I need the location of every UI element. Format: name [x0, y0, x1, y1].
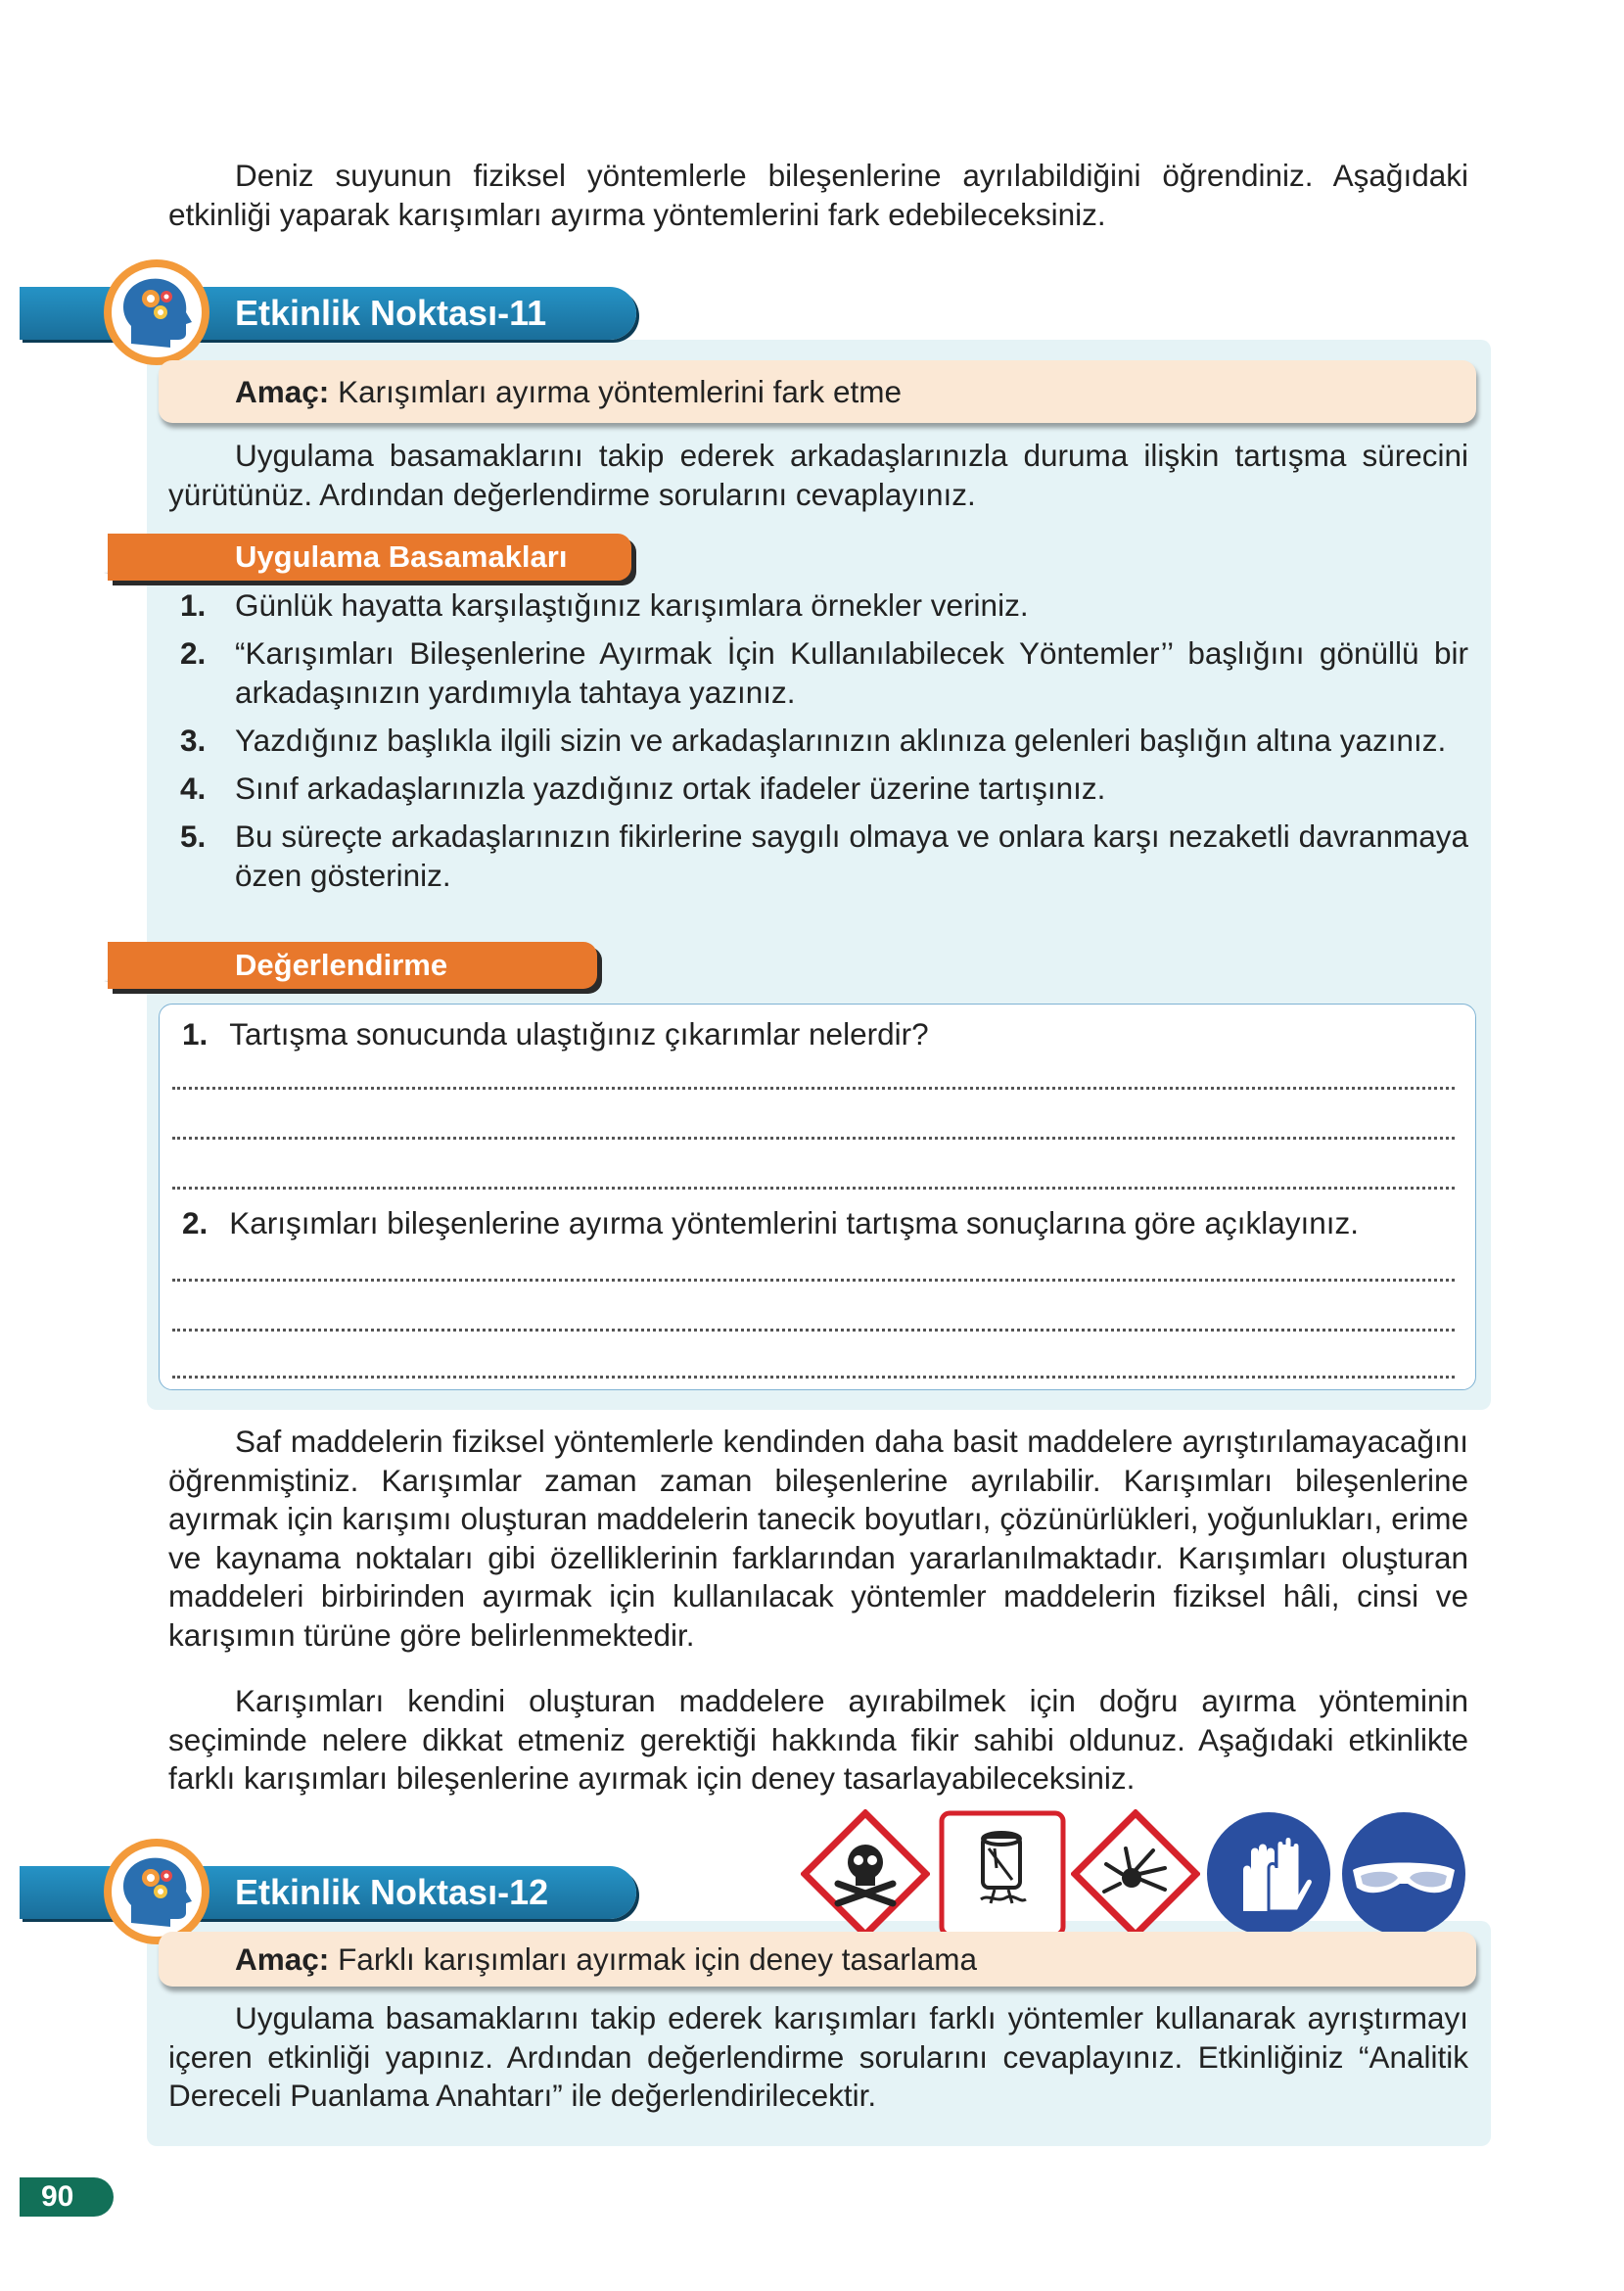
body-paragraph-1: Saf maddelerin fiziksel yöntemlerle kendinden daha basit maddelere ayrıştırılamayacağını öğrenmiştiniz. Karışımlar zaman zaman bileşenlerine ayrılabilir. Karışımları bileşenlerine ayırmak için karışımı oluşturan maddelerin tanecik boyutları, çözünürlükleri, yoğunlukları, erime ve kaynama noktaları gibi özelliklerinin farklarından yararlanılmaktadır. Karışımları oluşturan maddeleri birbirinden ayırmak için kullanılacak yöntemler maddelerin fiziksel hâli, cinsi ve karışımın türüne göre belirlenmektedir. [168, 1424, 1468, 1653]
answer-line[interactable] [172, 1137, 1455, 1140]
aim-text: Farklı karışımları ayırmak için deney tasarlama [338, 1941, 977, 1977]
answer-line[interactable] [172, 1187, 1455, 1190]
steps-list [168, 585, 1468, 904]
activity-12-title: Etkinlik Noktası-12 [235, 1872, 549, 1912]
activity-11-aim-box [159, 360, 1476, 423]
answer-line[interactable] [172, 1087, 1455, 1090]
steps-heading-ribbon [108, 534, 631, 581]
evaluation-question: 1. Tartışma sonucunda ulaştığınız çıkarımlar nelerdir? [182, 1016, 929, 1052]
activity-12-aim-box [159, 1932, 1476, 1987]
body-paragraph-2: Karışımları kendini oluşturan maddelere ayırabilmek için doğru ayırma yönteminin seçiminde nelere dikkat etmeniz gerektiği hakkında fikir sahibi oldunuz. Aşağıdaki etkinlikte farklı karışımları bileşenlerine ayırmak için deney tasarlayabileceksiniz. [168, 1683, 1468, 1796]
evaluation-box [159, 1004, 1476, 1390]
activity-11-instructions: Uygulama basamaklarını takip ederek arkadaşlarınızla duruma ilişkin tartışma sürecini yürütünüz. Ardından değerlendirme sorularını cevaplayınız. [168, 438, 1468, 512]
step-item: 2. “Karışımları Bileşenlerine Ayırmak İçin Kullanılabilecek Yöntemler’’ başlığını gönüllü bir arkadaşınızın yardımıyla tahtaya yazınız. [180, 635, 1468, 710]
activity-11-title: Etkinlik Noktası-11 [235, 293, 547, 333]
toxic-skull-icon [801, 1809, 930, 1939]
corrosive-icon [938, 1809, 1067, 1939]
explosive-icon [1071, 1809, 1200, 1939]
step-item: 4. Sınıf arkadaşlarınızla yazdığınız ortak ifadeler üzerine tartışınız. [180, 771, 1106, 806]
activity-12-instructions: Uygulama basamaklarını takip ederek karışımları farklı yöntemler kullanarak ayrıştırmayı içeren etkinliği yapınız. Ardından değerlendirme sorularını cevaplayınız. Etkinliğiniz “Analitik Dereceli Puanlama Anahtarı” ile değerlendirilecektir. [168, 2000, 1468, 2113]
aim-label: Amaç: [235, 1941, 330, 1977]
answer-line[interactable] [172, 1329, 1455, 1332]
head-gears-icon [102, 1837, 211, 1946]
evaluation-heading-ribbon [108, 942, 597, 989]
aim-label: Amaç: [235, 374, 330, 409]
intro-paragraph: Deniz suyunun fiziksel yöntemlerle bileşenlerine ayrılabildiğini öğrendiniz. Aşağıdaki etkinliği yaparak karışımları ayırma yöntemlerini fark edebileceksiniz. [168, 158, 1468, 232]
step-item: 1. Günlük hayatta karşılaştığınız karışımlara örnekler veriniz. [180, 587, 1029, 623]
head-gears-icon [102, 257, 211, 367]
evaluation-question: 2. Karışımları bileşenlerine ayırma yöntemlerini tartışma sonuçlarına göre açıklayınız. [182, 1205, 1359, 1240]
evaluation-heading: Değerlendirme [235, 948, 448, 982]
gloves-icon [1204, 1809, 1333, 1939]
step-item: 3. Yazdığınız başlıkla ilgili sizin ve arkadaşlarınızın aklınıza gelenleri başlığın altına yazınız. [180, 723, 1447, 758]
steps-heading: Uygulama Basamakları [235, 539, 568, 574]
step-item: 5. Bu süreçte arkadaşlarınızın fikirlerine saygılı olmaya ve onlara karşı nezaketli davranmaya özen gösteriniz. [180, 818, 1468, 893]
safety-goggles-icon [1339, 1809, 1468, 1939]
page-number: 90 [20, 2177, 114, 2217]
aim-text: Karışımları ayırma yöntemlerini fark etme [338, 374, 902, 409]
answer-line[interactable] [172, 1376, 1455, 1379]
answer-line[interactable] [172, 1279, 1455, 1282]
